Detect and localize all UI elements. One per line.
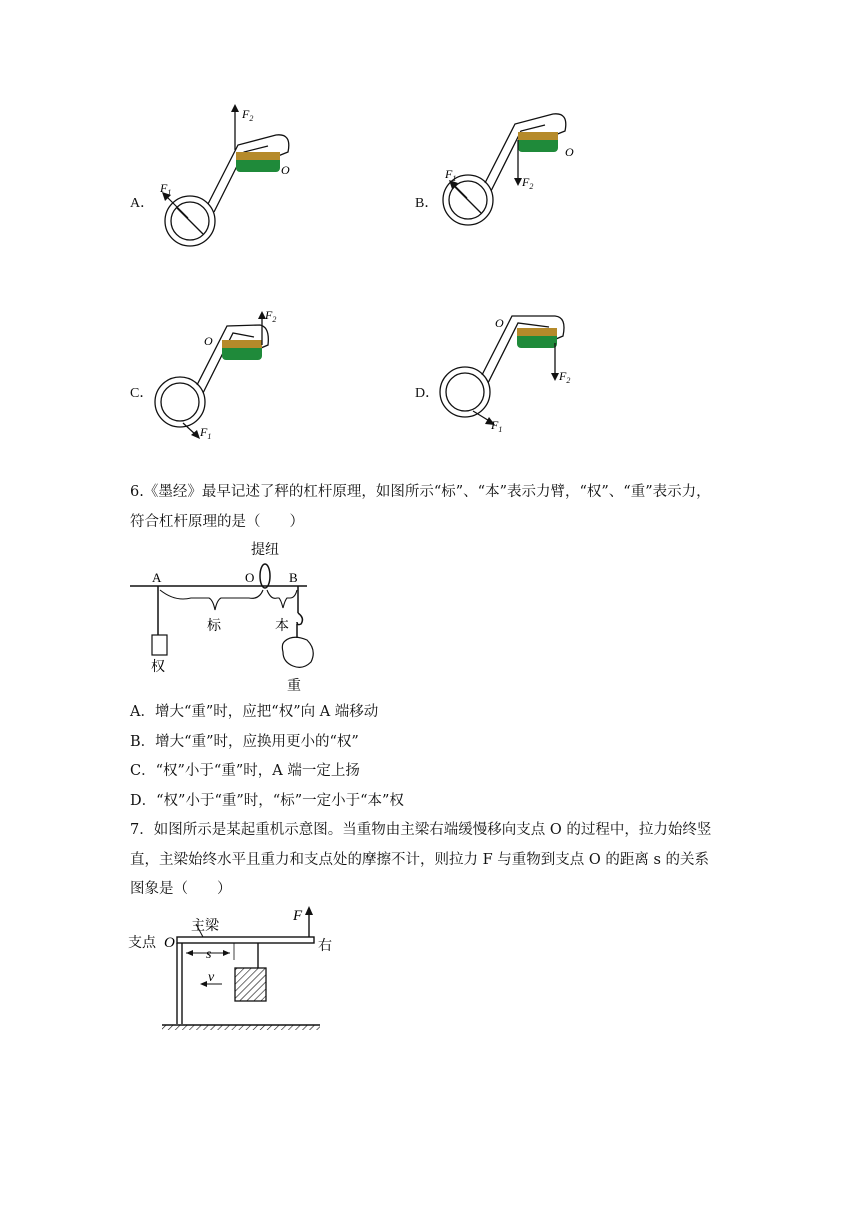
- b-o-label: O: [565, 145, 574, 159]
- option-d-figure: [435, 305, 595, 440]
- q6-ben-label: 本: [275, 618, 289, 634]
- option-b-figure: [435, 110, 595, 250]
- c-f1-label: $F_1$: [200, 425, 212, 441]
- q7-zhuliang-label: 主梁: [191, 918, 219, 934]
- b-f1-label: $F_1$: [445, 167, 457, 183]
- option-c-letter: C．: [130, 386, 154, 401]
- q6-steelyard-figure: [125, 538, 325, 694]
- q6-stem-line1: 6.《墨经》最早记述了秤的杠杆原理，如图所示“标”、“本”表示力臂，“权”、“重”表示力，: [130, 484, 711, 500]
- a-f1-label: $F_1$: [160, 181, 172, 197]
- q7-s-label: s: [206, 947, 212, 962]
- option-a-letter: A．: [130, 196, 155, 211]
- q6-stem-line2: 符合杠杆原理的是（ ）: [130, 514, 304, 530]
- d-o-label: O: [495, 316, 504, 330]
- q6-quan-label: 权: [151, 659, 165, 675]
- a-o-label: O: [281, 163, 290, 177]
- q6-zhong-label: 重: [287, 678, 301, 694]
- c-f2-label: $F_2$: [265, 308, 277, 324]
- q6-tizhu-label: 提纽: [251, 542, 279, 558]
- q6-option-a: A．增大“重”时，应把“权”向 A 端移动: [130, 704, 379, 720]
- option-c-figure: [150, 305, 310, 445]
- option-d-letter: D．: [415, 386, 440, 401]
- q7-stem-line2: 直，主梁始终水平且重力和支点处的摩擦不计，则拉力 F 与重物到支点 O 的距离 s 的关系: [130, 852, 710, 868]
- q7-stem-line1: 7．如图所示是某起重机示意图。当重物由主梁右端缓慢移向支点 O 的过程中，拉力始终竖: [130, 822, 712, 838]
- d-f2-label: $F_2$: [559, 369, 571, 385]
- q6-b-label: B: [289, 570, 298, 585]
- q6-option-b: B．增大“重”时，应换用更小的“权”: [130, 734, 359, 750]
- q7-stem-line3: 图象是（ ）: [130, 881, 232, 897]
- q7-zhidian-label: 支点: [128, 935, 156, 951]
- d-f1-label: $F_1$: [491, 418, 503, 434]
- q6-biao-label: 标: [207, 618, 221, 634]
- q6-option-c: C．“权”小于“重”时，A 端一定上扬: [130, 763, 360, 779]
- q6-o-label: O: [245, 570, 255, 585]
- q7-v-label: v: [208, 970, 215, 985]
- q7-crane-figure: [128, 900, 338, 1035]
- q6-a-label: A: [152, 570, 162, 585]
- b-f2-label: $F_2$: [522, 175, 534, 191]
- c-o-label: O: [204, 334, 213, 348]
- a-f2-label: $F_2$: [242, 107, 254, 123]
- option-b-letter: B．: [415, 196, 439, 211]
- q6-option-d: D．“权”小于“重”时，“标”一定小于“本”权: [130, 793, 404, 809]
- option-a-figure: [150, 100, 310, 250]
- q7-o-label: O: [164, 935, 175, 951]
- q7-f-label: F: [293, 908, 303, 924]
- q7-you-label: 右: [318, 938, 332, 954]
